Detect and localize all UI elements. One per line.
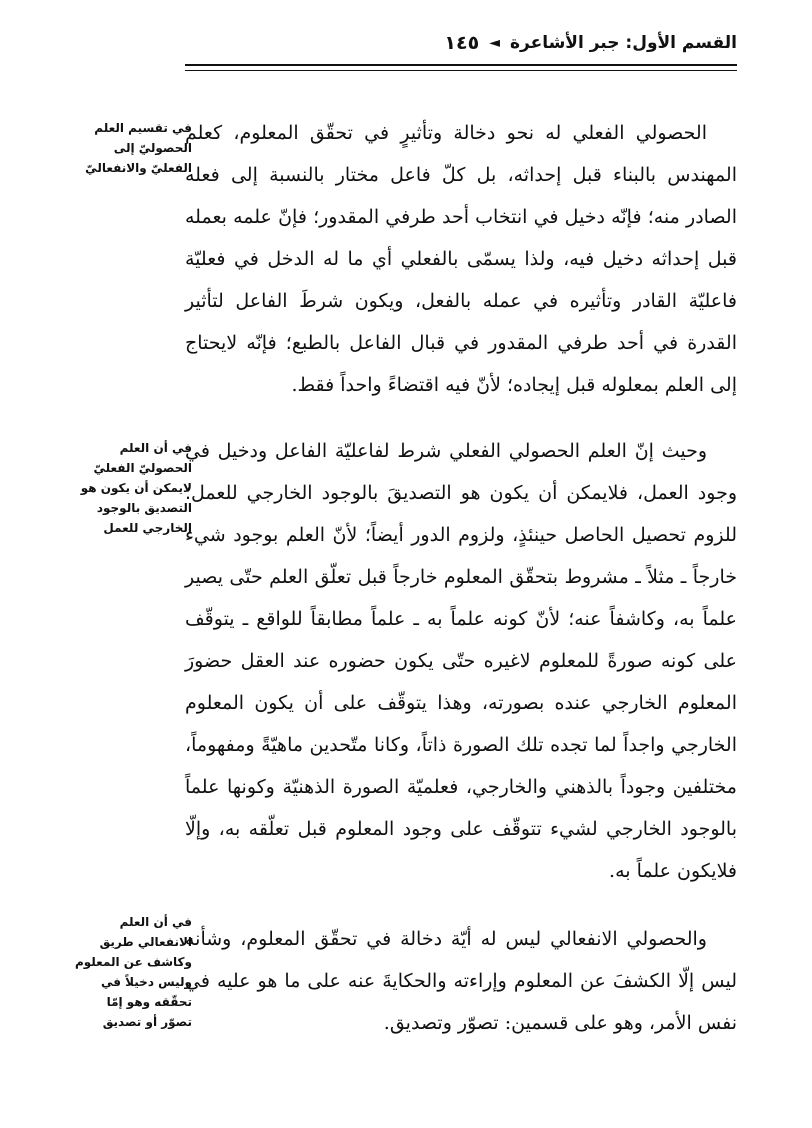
margin-note-2: في أن العلم الحصوليّ الفعليّ لايمكن أن يكون هو التصديق بالوجود الخارجي للعمل: [80, 441, 192, 535]
paragraph-1: الحصولي الفعلي له نحو دخالة وتأثيرٍ في تحقّق المعلوم، كعلم المهندس بالبناء قبل إحداثه، بل كلّ فاعل مختار بالنسبة إلى فعله الصادر منه؛ فإنّه دخيل في انتخاب أحد طرفي المقدور؛ فإنّ علمه بعمله قبل إحداثه دخيل فيه، ولذا يسمّى بالفعلي أي ما له الدخل في فعليّة فاعليّة القادر وتأثيره في عمله بالفعل، ويكون شرطَ الفاعل لتأثير القدرة في أحد طرفي المقدور في قبال الفاعل بالطبع؛ فإنّه لايحتاج إلى العلم بمعلوله قبل إيجاده؛ لأنّ فيه اقتضاءً واحداً فقط.: [185, 122, 737, 396]
page-number: ١٤٥: [444, 32, 480, 54]
header-rule-thick: [185, 64, 737, 66]
paragraph-block-3: [185, 918, 737, 1044]
margin-note-1: في تقسيم العلم الحصوليّ إلى الفعليّ والانفعاليّ: [85, 121, 192, 175]
paragraph-2: وحيث إنّ العلم الحصولي الفعلي شرط لفاعليّة الفاعل ودخيل في وجود العمل، فلايمكن أن يكون هو التصديقَ بالوجود الخارجي للعمل؛ للزوم تحصيل الحاصل حينئذٍ، ولزوم الدور أيضاً؛ لأنّ العلم بوجود شيء خارجاً ـ مثلاً ـ مشروط بتحقّق المعلوم خارجاً قبل تعلّق العلم حتّى يصير علماً به، وكاشفاً عنه؛ لأنّ كونه علماً به ـ علماً مطابقاً للواقع ـ يتوقّف على كونه صورةً للمعلوم لاغيره حتّى يكون حضوره عند العقل حضورَ المعلوم الخارجي عنده بصورته، وهذا يتوقّف على أن يكون المعلوم الخارجي واجداً لما تجده تلك الصورة ذاتاً، وكانا متّحدين ماهيّةً ومفهوماً، مختلفين وجوداً بالذهني والخارجي، فعلميّة الصورة الذهنيّة وكونها علماً بالوجود الخارجي لشيء تتوقّف على وجود المعلوم قبل تعلّقه به، وإلّا فلايكون علماً به.: [185, 440, 737, 882]
running-title: القسم الأول: جبر الأشاعرة: [509, 33, 737, 53]
paragraph-3: والحصولي الانفعالي ليس له أيّة دخالة في تحقّق المعلوم، وشأنه ليس إلّا الكشفَ عن المعلوم وإراءته والحكايةَ عنه على ما هو عليه في نفس الأمر، وهو على قسمين: تصوّر وتصديق.: [185, 928, 737, 1034]
header-rule-thin: [185, 70, 737, 71]
page-header: [185, 28, 737, 58]
paragraph-block-1: [185, 112, 737, 406]
paragraph-block-2: [185, 430, 737, 892]
header-arrow-icon: ◄: [489, 35, 500, 51]
margin-note-3: في أن العلم الانفعالي طريق وكاشف عن المعلوم وليس دخيلاً في تحقّقه وهو إمّا تصوّر أو تصديق: [74, 915, 192, 1029]
